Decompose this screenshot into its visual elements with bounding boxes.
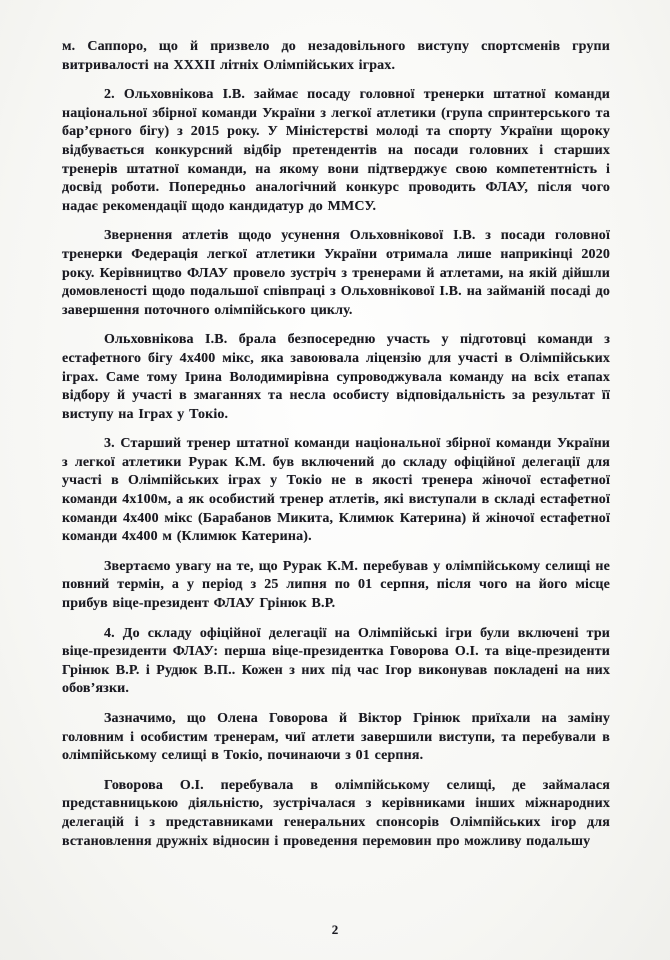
paragraph: Говорова О.І. перебувала в олімпійському селищі, де займалася представницькою діяльністю, зустрічалася з керівниками інших міжнародних делегацій і з представниками генеральних спонсорів Олімпійських ігор для встановлення дружніх відносин і проведення перемовин про можливу подальшу <box>62 777 610 849</box>
paragraph-continuation: м. Саппоро, що й призвело до незадовільного виступу спортсменів групи витривалості на XXXII літніх Олімпійських іграх. <box>62 39 610 73</box>
page-number: 2 <box>331 922 339 937</box>
paragraph-point-3: 3. Старший тренер штатної команди національної збірної команди України з легкої атлетики Рурак К.М. був включений до складу офіційної делегації для участі в Олімпійських іграх у Токіо не в якості тренера жіночої естафетної команди 4х100м, а як особистий тренер атлетів, які виступали в складі естафетної команди 4х400 мікс (Барабанов Микита, Климюк Катерина) й жіночої естафетної команди 4х400 м (Климюк Катерина). <box>62 436 610 545</box>
paragraph: Звернення атлетів щодо усунення Ольховнікової І.В. з посади головної тренерки Федерація легкої атлетики України отримала лише наприкінці 2020 року. Керівництво ФЛАУ провело зустріч з тренерами й атлетами, на якій дійшли домовленості щодо подальшої співпраці з Ольховнікової І.В. на займаній посаді до завершення поточного олімпійського циклу. <box>62 228 610 318</box>
paragraph: Звертаємо увагу на те, що Рурак К.М. перебував у олімпійському селищі не повний термін, а у період з 25 липня по 01 серпня, після чого на його місце прибув віце-президент ФЛАУ Грінюк В.Р. <box>62 558 610 612</box>
document-body <box>62 38 610 851</box>
paragraph-point-2: 2. Ольховнікова І.В. займає посаду головної тренерки штатної команди національної збірної команди України з легкої атлетики (група спринтерського та бар’єрного бігу) з 2015 року. У Міністерстві молоді та спорту України щороку відбувається конкурсний відбір претендентів на посади головних і старших тренерів штатної команди, на якому вони підтверджує свою компетентність і досвід роботи. Попередньо аналогічний конкурс проводить ФЛАУ, після чого надає рекомендації щодо кандидатур до ММСУ. <box>62 87 610 214</box>
paragraph: Ольховнікова І.В. брала безпосередню участь у підготовці команди з естафетного бігу 4х400 мікс, яка завоювала ліцензію для участі в Олімпійських іграх. Саме тому Ірина Володимирівна супроводжувала команду на всіх етапах відбору й участі в змаганнях та несла особисту відповідальність за результат її виступу на Іграх у Токіо. <box>62 332 610 422</box>
paragraph-point-4: 4. До складу офіційної делегації на Олімпійські ігри були включені три віце-президенти ФЛАУ: перша віце-президентка Говорова О.І. та віце-президенти Грінюк В.Р. і Рудюк В.П.. Кожен з них під час Ігор виконував покладені на них обов’язки. <box>62 625 610 697</box>
paragraph: Зазначимо, що Олена Говорова й Віктор Грінюк приїхали на заміну головним і особистим тренерам, чиї атлети завершили виступи, та перебували в олімпійському селищі в Токіо, починаючи з 01 серпня. <box>62 711 610 764</box>
